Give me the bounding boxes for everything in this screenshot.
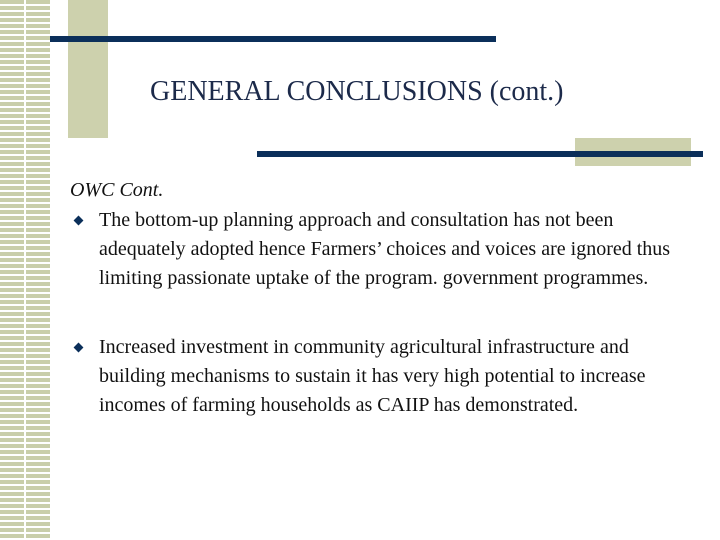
slide-title: GENERAL CONCLUSIONS (cont.) xyxy=(150,76,564,107)
bullet-text: Increased investment in community agricultural infrastructure and building mechanisms to sustain it has very high potential to increase incomes of farming households as CAIIP has demonstrated. xyxy=(99,336,646,416)
bullet-item xyxy=(70,333,700,420)
striped-left-border xyxy=(0,0,50,540)
diamond-bullet-icon xyxy=(74,343,84,353)
bullet-text: The bottom-up planning approach and consultation has not been adequately adopted hence Farmers’ choices and voices are ignored thus limiting passionate uptake of the program. government programmes. xyxy=(99,209,671,289)
bullet-item xyxy=(70,206,700,293)
slide-content xyxy=(70,176,700,420)
diamond-bullet-icon xyxy=(74,216,84,226)
title-bottom-rule xyxy=(257,151,703,157)
title-top-rule xyxy=(50,36,496,42)
beige-accent-block-left xyxy=(68,0,108,138)
section-subtitle: OWC Cont. xyxy=(70,179,164,201)
